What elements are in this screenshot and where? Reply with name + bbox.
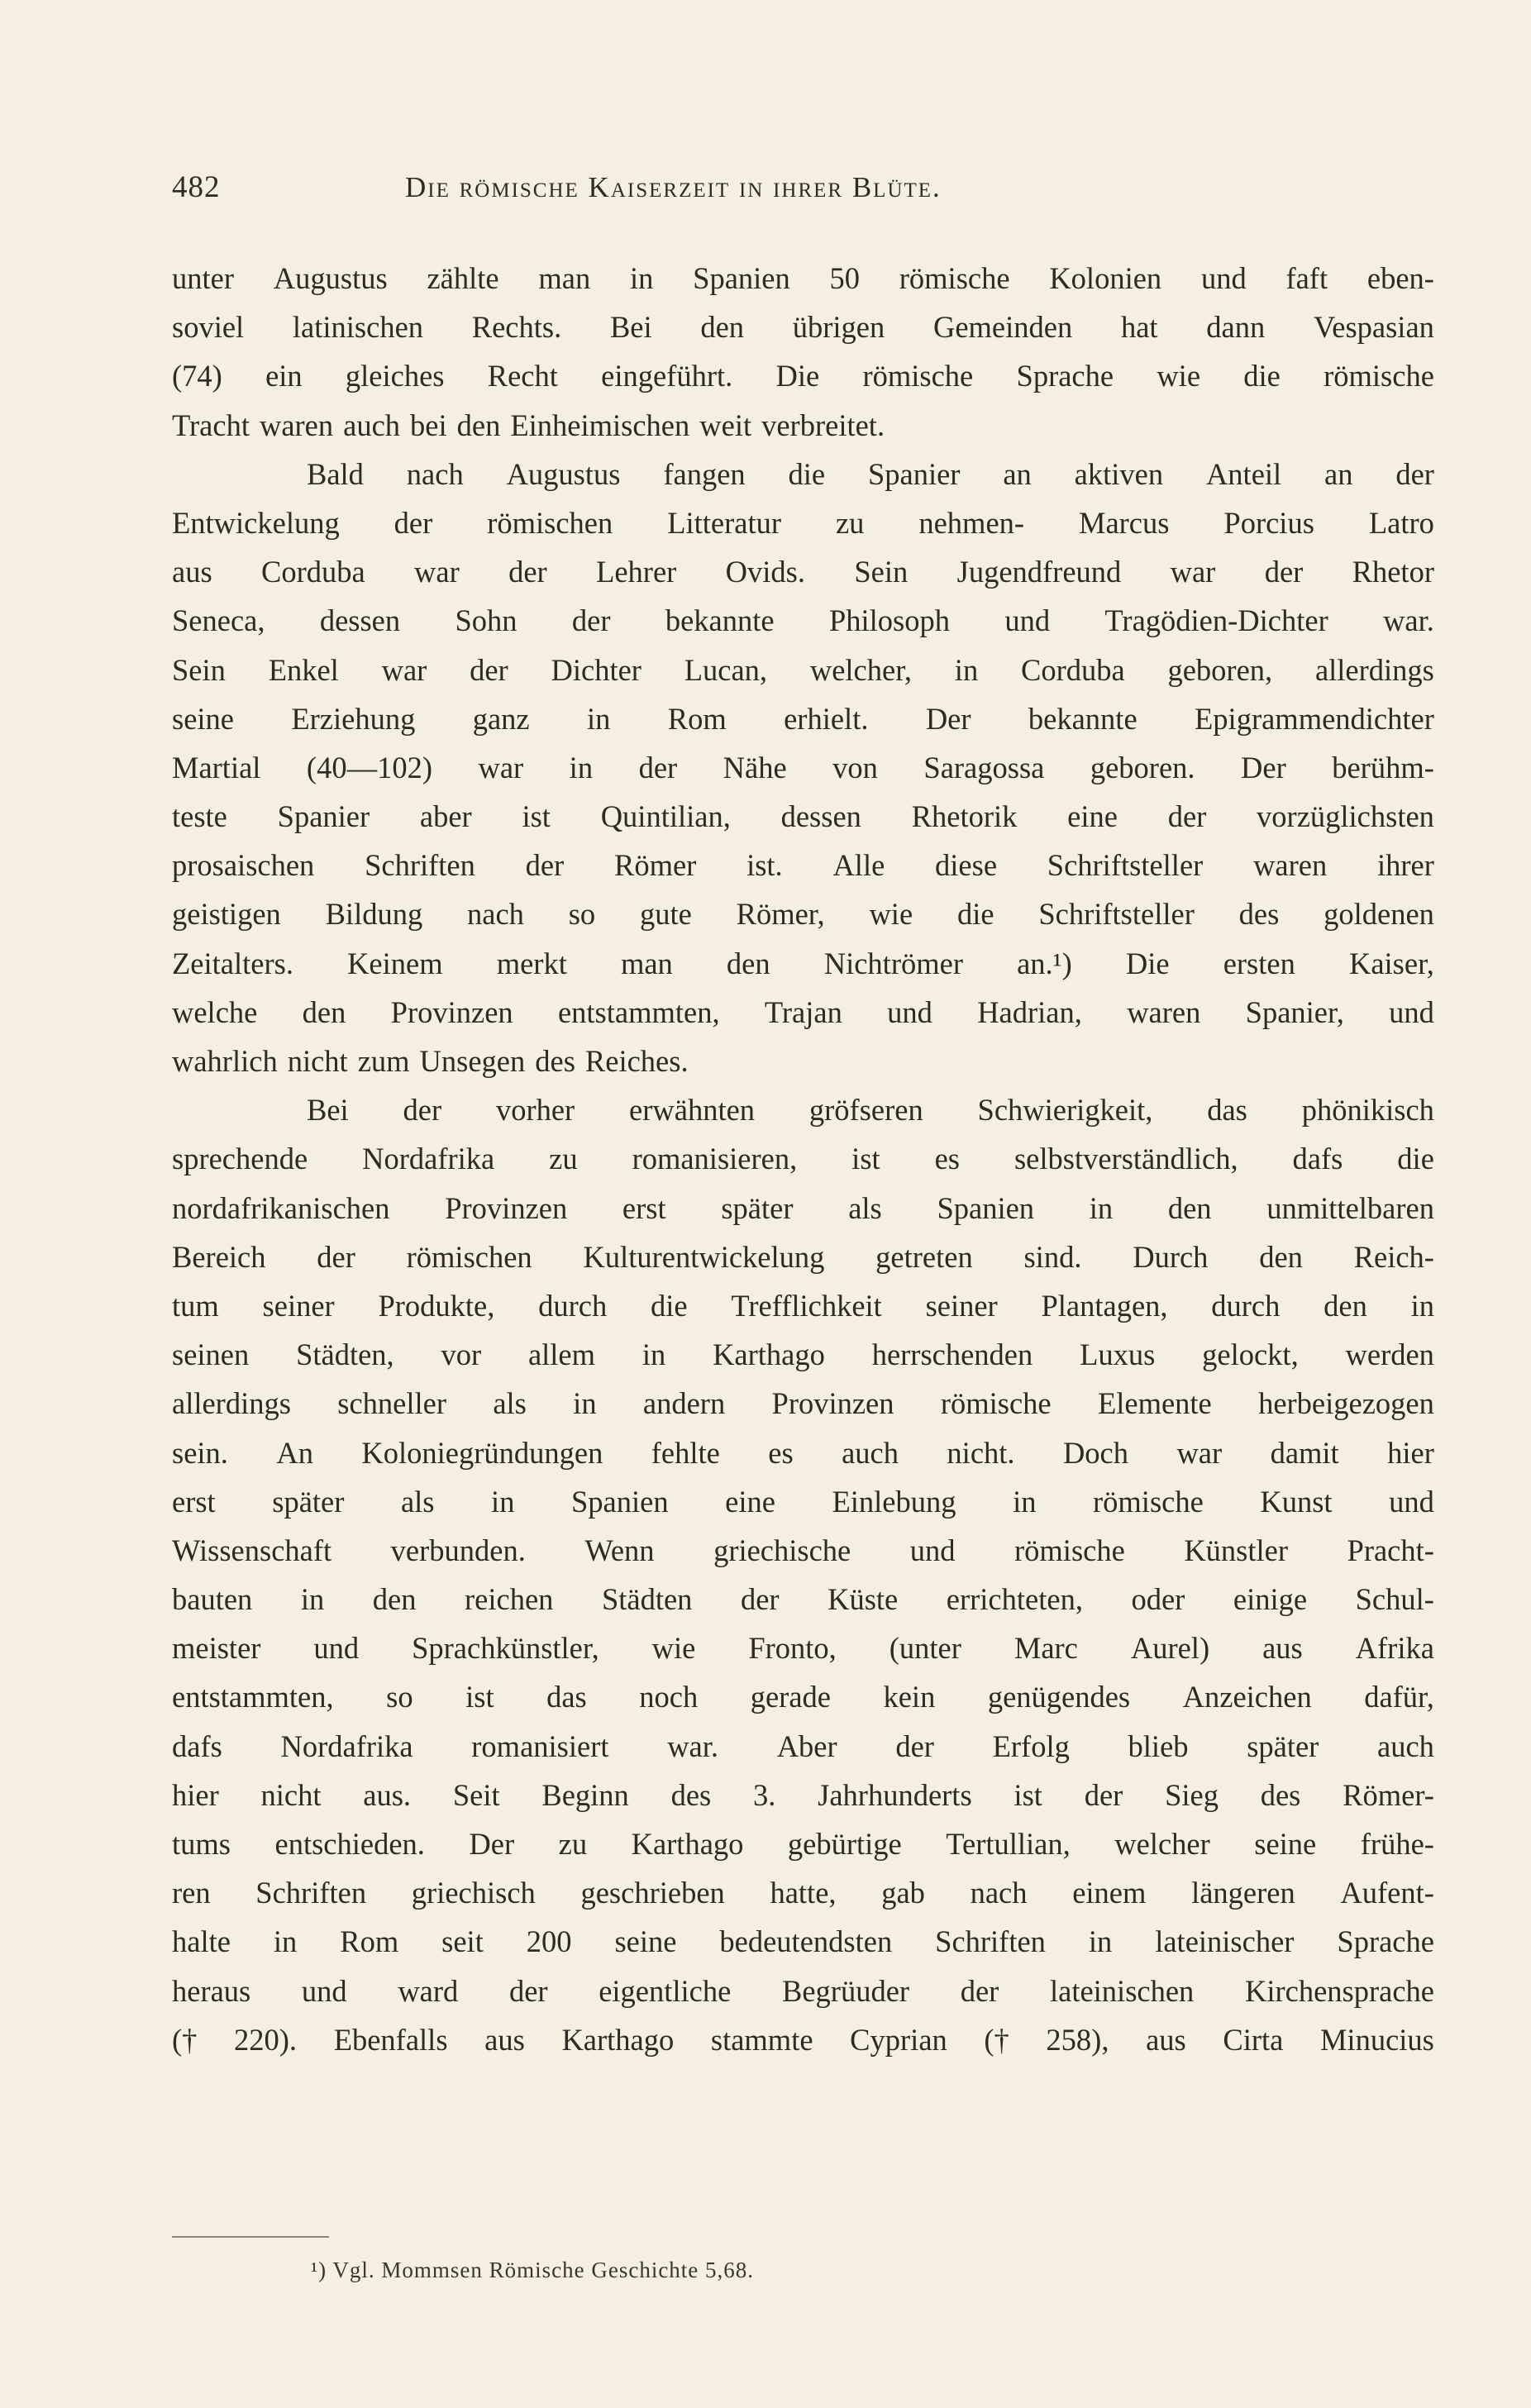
page-number: 482 [172, 170, 221, 204]
footnote-marker: ¹) [311, 2258, 327, 2282]
text-line: prosaischen Schriften der Römer ist. Alle diese Schriftsteller waren ihrer [172, 848, 1434, 883]
text-line: Tracht waren auch bei den Einheimischen weit verbreitet. [172, 408, 885, 442]
text-line: Sein Enkel war der Dichter Lucan, welcher, in Corduba geboren, allerdings [172, 652, 1434, 687]
running-head: Die römische Kaiserzeit in ihrer Blüte. [405, 171, 942, 203]
body-text [172, 254, 1434, 2064]
text-line: wahrlich nicht zum Unsegen des Reiches. [172, 1044, 689, 1078]
text-line: tums entschieden. Der zu Karthago gebürtige Tertullian, welcher seine frühe- [172, 1827, 1434, 1861]
footnote [311, 2258, 754, 2283]
book-page [172, 169, 1434, 2282]
text-line: geistigen Bildung nach so gute Römer, wie die Schriftsteller des goldenen [172, 897, 1434, 932]
text-line: unter Augustus zählte man in Spanien 50 römische Kolonien und faft eben- [172, 261, 1434, 295]
text-line: heraus und ward der eigentliche Begrüuder der lateinischen Kirchensprache [172, 1973, 1434, 2008]
text-line: sein. An Koloniegründungen fehlte es auch nicht. Doch war damit hier [172, 1435, 1434, 1470]
text-line: nordafrikanischen Provinzen erst später als Spanien in den unmittelbaren [172, 1190, 1434, 1225]
text-line: ren Schriften griechisch geschrieben hatte, gab nach einem längeren Aufent- [172, 1876, 1434, 1910]
text-line: tum seiner Produkte, durch die Trefflichkeit seiner Plantagen, durch den in [172, 1288, 1434, 1323]
text-line: seine Erziehung ganz in Rom erhielt. Der bekannte Epigrammendichter [172, 701, 1434, 736]
text-line: Zeitalters. Keinem merkt man den Nichtrömer an.¹) Die ersten Kaiser, [172, 946, 1434, 980]
text-line: (74) ein gleiches Recht eingeführt. Die römische Sprache wie die römische [172, 359, 1434, 393]
footnote-text: Vgl. Mommsen Römische Geschichte 5,68. [332, 2258, 755, 2282]
text-line: Seneca, dessen Sohn der bekannte Philosoph und Tragödien-Dichter war. [172, 603, 1434, 638]
text-line: hier nicht aus. Seit Beginn des 3. Jahrhunderts ist der Sieg des Römer- [172, 1777, 1434, 1812]
text-line: teste Spanier aber ist Quintilian, dessen Rhetorik eine der vorzüglichsten [172, 799, 1434, 834]
text-line: Wissenschaft verbunden. Wenn griechische und römische Künstler Pracht- [172, 1533, 1434, 1567]
text-line: sprechende Nordafrika zu romanisieren, ist es selbstverständlich, dafs die [172, 1142, 1434, 1176]
footnote-rule [172, 2236, 329, 2238]
text-line: Bald nach Augustus fangen die Spanier an aktiven Anteil an der [307, 456, 1434, 491]
text-line: Bei der vorher erwähnten gröfseren Schwierigkeit, das phönikisch [307, 1093, 1434, 1128]
text-line: halte in Rom seit 200 seine bedeutendsten Schriften in lateinischer Sprache [172, 1924, 1434, 1959]
text-line: bauten in den reichen Städten der Küste errichteten, oder einige Schul- [172, 1582, 1434, 1617]
text-line: seinen Städten, vor allem in Karthago herrschenden Luxus gelockt, werden [172, 1338, 1434, 1372]
text-line: allerdings schneller als in andern Provinzen römische Elemente herbeigezogen [172, 1386, 1434, 1421]
text-line: († 220). Ebenfalls aus Karthago stammte Cyprian († 258), aus Cirta Minucius [172, 2022, 1434, 2057]
text-line: meister und Sprachkünstler, wie Fronto, (unter Marc Aurel) aus Afrika [172, 1631, 1434, 1666]
text-line: dafs Nordafrika romanisiert war. Aber der Erfolg blieb später auch [172, 1729, 1434, 1763]
text-line: Bereich der römischen Kulturentwickelung getreten sind. Durch den Reich- [172, 1239, 1434, 1274]
text-line: entstammten, so ist das noch gerade kein genügendes Anzeichen dafür, [172, 1680, 1434, 1714]
text-line: Entwickelung der römischen Litteratur zu nehmen- Marcus Porcius Latro [172, 505, 1434, 540]
text-line: erst später als in Spanien eine Einlebung in römische Kunst und [172, 1484, 1434, 1519]
page-header [172, 169, 1434, 227]
text-line: soviel latinischen Rechts. Bei den übrigen Gemeinden hat dann Vespasian [172, 310, 1434, 345]
text-line: welche den Provinzen entstammten, Trajan und Hadrian, waren Spanier, und [172, 994, 1434, 1029]
text-line: aus Corduba war der Lehrer Ovids. Sein Jugendfreund war der Rhetor [172, 555, 1434, 589]
text-line: Martial (40—102) war in der Nähe von Saragossa geboren. Der berühm- [172, 750, 1434, 784]
